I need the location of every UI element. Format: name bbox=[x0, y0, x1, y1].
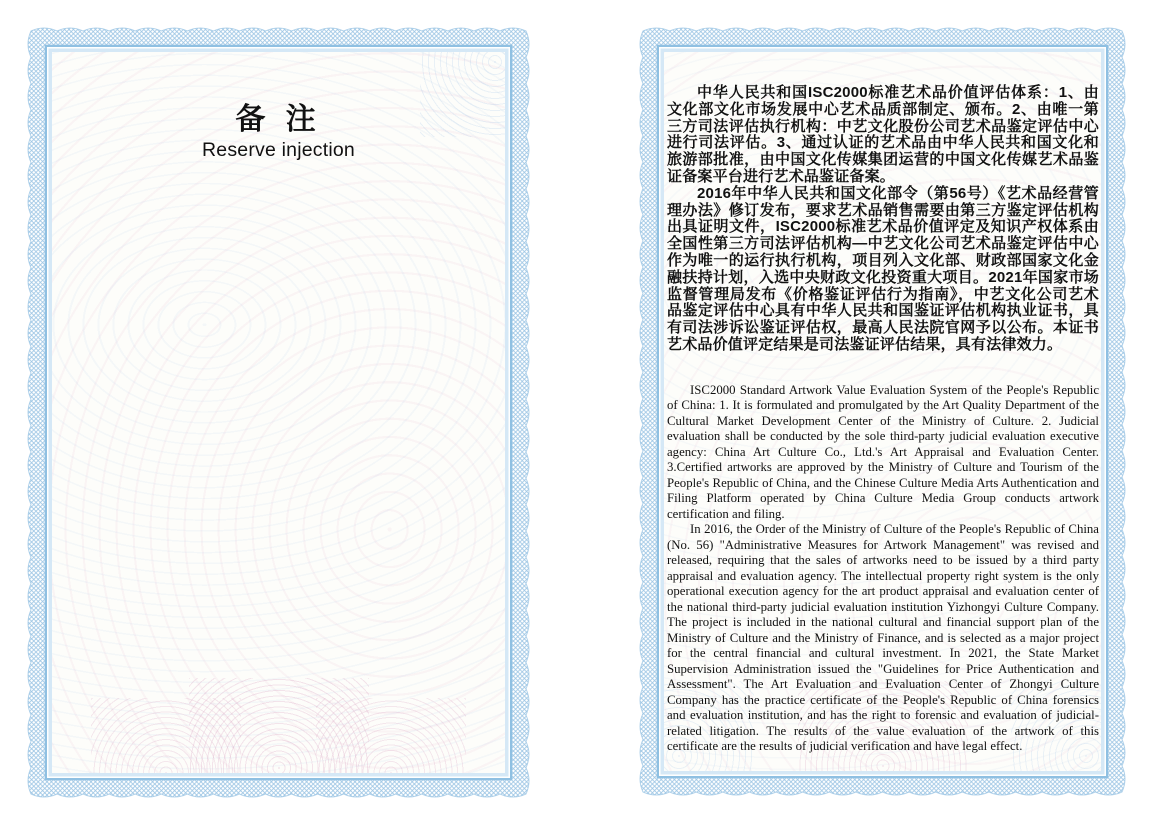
english-statement bbox=[667, 383, 1099, 755]
left-page-inner-panel bbox=[45, 45, 512, 780]
chinese-statement bbox=[667, 85, 1099, 354]
left-certificate-page bbox=[25, 25, 532, 800]
zh-paragraph-2: 2016年中华人民共和国文化部令（第56号）《艺术品经营管理办法》修订发布，要求艺术品销售需要由第三方鉴定评估机构出具证明文件，ISC2000标准艺术品价值评定及知识产权体系由全国性第三方司法评估机构—中艺文化公司艺术品鉴定评估中心作为唯一的运行执行机构，项目列入文化部、财政部国家文化金融扶持计划，入选中央财政文化投资重大项目。2021年国家市场监督管理局发布《价格鉴证评估行为指南》，中艺文化公司艺术品鉴定评估中心具有中华人民共和国鉴证评估机构执业证书，具有司法涉诉讼鉴证评估权，最高人民法院官网予以公布。本证书艺术品价值评定结果是司法鉴证评估结果，具有法律效力。 bbox=[667, 184, 1099, 353]
en-paragraph-1: ISC2000 Standard Artwork Value Evaluation System of the People's Republic of China: 1. It is formulated and promulgated by the Art Quality Department of the Cultural Market Development Center of the Ministry of Culture. 2. Judicial evaluation shall be conducted by the sole third-party judicial evaluation executive agency: China Art Culture Co., Ltd.'s Art Appraisal and Evaluation Center. 3.Certified artworks are approved by the Ministry of Culture and Tourism of the People's Republic of China, and the Chinese Culture Media Arts Authentication and Filing Platform operated by China Culture Media Group conducts artwork certification and filing. bbox=[667, 382, 1099, 521]
right-certificate-page bbox=[637, 25, 1128, 798]
remarks-title-zh: 备 注 bbox=[235, 103, 322, 136]
remarks-title-block bbox=[47, 103, 510, 162]
right-page-inner-panel bbox=[657, 45, 1108, 778]
remarks-title-en: Reserve injection bbox=[202, 139, 355, 161]
zh-paragraph-1: 中华人民共和国ISC2000标准艺术品价值评估体系：1、由文化部文化市场发展中心艺术品质部制定、颁布。2、由唯一第三方司法评估执行机构：中艺文化股份公司艺术品鉴定评估中心进行司法评估。3、通过认证的艺术品由中华人民共和国文化和旅游部批准，由中国文化传媒集团运营的中国文化传媒艺术品鉴证备案平台进行艺术品鉴证备案。 bbox=[667, 84, 1099, 185]
en-paragraph-2: In 2016, the Order of the Ministry of Culture of the People's Republic of China (No. 56) "Administrative Measures for Artwork Management" was revised and released, requiring that the sales of artworks need to be issued by a third party appraisal and evaluation agency. The intellectual property right system is the only operational execution agency for the art product appraisal and evaluation center of the national third-party judicial evaluation institution Yizhongyi Culture Company. The project is included in the national cultural and financial support plan of the Ministry of Culture and the Ministry of Finance, and is selected as a major project for the central financial and cultural investment. In 2021, the State Market Supervision Administration issued the "Guidelines for Price Authentication and Assessment". The Art Evaluation and Evaluation Center of Zhongyi Culture Company has the practice certificate of the People's Republic of China forensics and evaluation institution, and has the right to forensic and evaluation of judicial-related litigation. The results of the value evaluation of the artwork of this certificate are the results of judicial verification and have legal effect. bbox=[667, 522, 1099, 754]
statement-text bbox=[667, 85, 1099, 755]
